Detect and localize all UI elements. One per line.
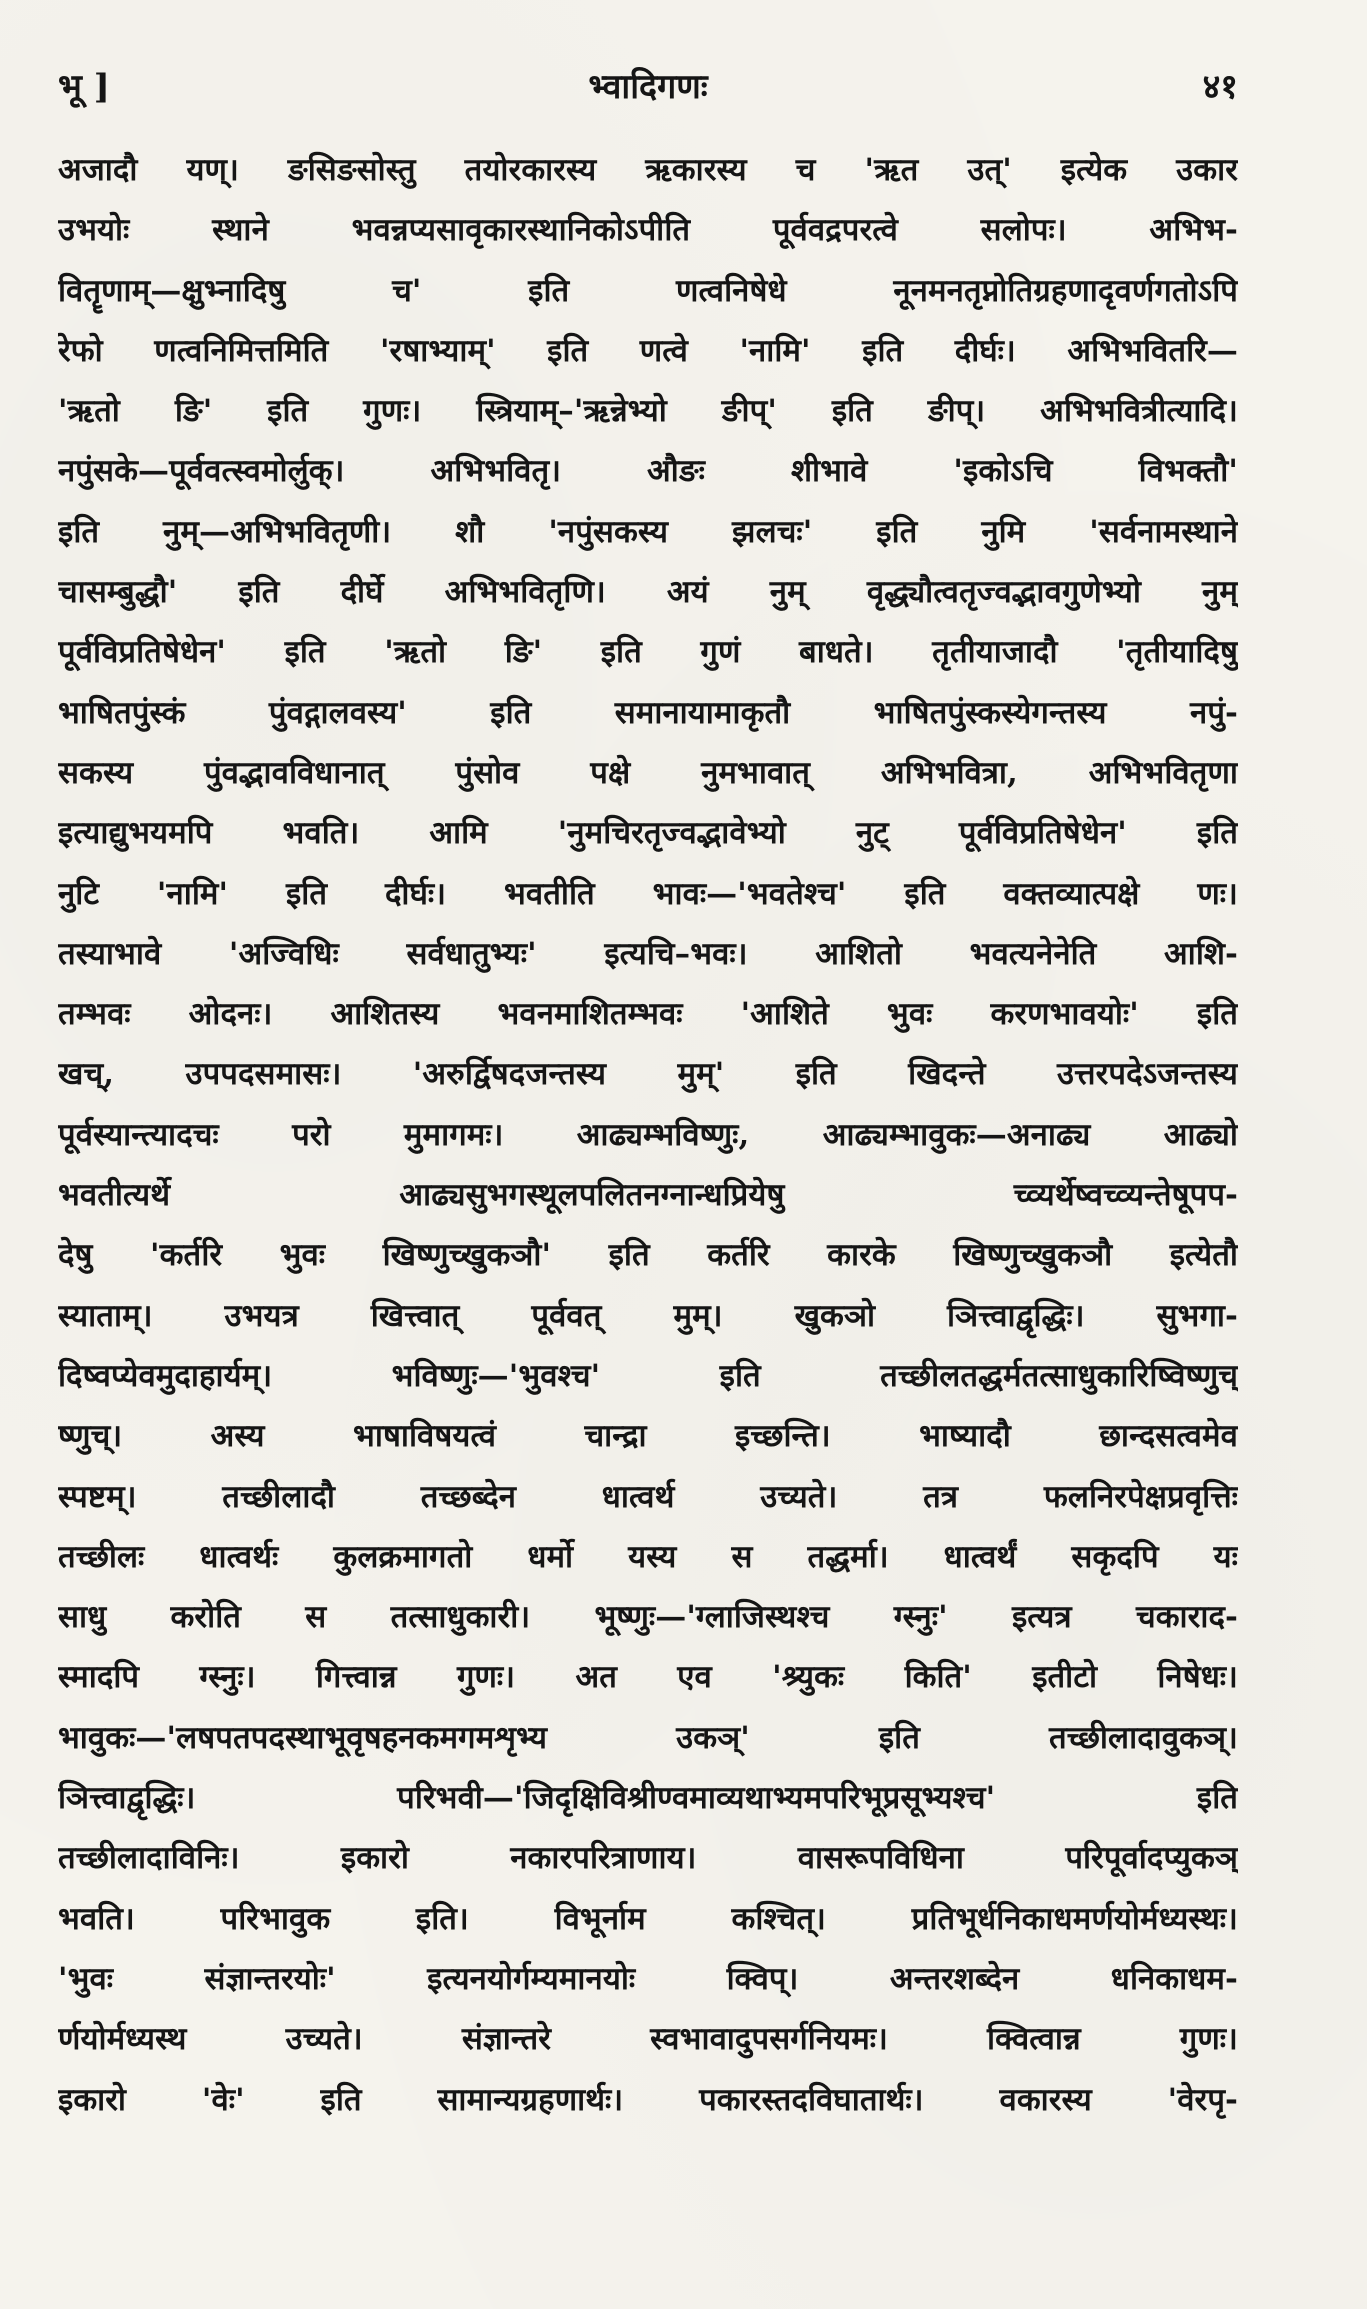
text-line: ञित्त्वाद्वृद्धिः। परिभवी—'जिदृक्षिविश्रीण्वमाव्यथाभ्यमपरिभूप्रसूभ्यश्च' इति (58, 1780, 1238, 1817)
page-number: ४१ (1202, 67, 1238, 107)
text-line: रेफो णत्वनिमित्तमिति 'रषाभ्याम्' इति णत्वे 'नामि' इति दीर्घः। अभिभवितरि— (58, 332, 1238, 369)
text-line: चासम्बुद्धौ' इति दीर्घे अभिभवितृणि। अयं नुम् वृद्ध्यौत्वतृज्वद्भावगुणेभ्यो नुम् (58, 574, 1238, 611)
text-line: उभयोः स्थाने भवन्नप्यसावृकारस्थानिकोऽपीति पूर्ववद्रपरत्वे सलोपः। अभिभ- (58, 212, 1238, 249)
text-line: तच्छीलः धात्वर्थः कुलक्रमागतो धर्मो यस्य स तद्धर्मा। धात्वर्थं सकृदपि यः (58, 1538, 1238, 1575)
text-line: वितॄणाम्—क्षुभ्नादिषु च' इति णत्वनिषेधे नूनमनतृप्नोतिग्रहणादृवर्णगतोऽपि (58, 272, 1238, 309)
text-line: भवतीत्यर्थे आढ्यसुभगस्थूलपलितनग्नान्धप्रियेषु च्व्यर्थेष्वच्व्यन्तेषूपप- (58, 1177, 1238, 1214)
text-line: पूर्वविप्रतिषेधेन' इति 'ऋतो ङि' इति गुणं बाधते। तृतीयाजादौ 'तृतीयादिषु (58, 634, 1238, 671)
running-head (58, 62, 1238, 122)
text-line: नपुंसके—पूर्ववत्स्वमोर्लुक्। अभिभवितृ। औङः शीभावे 'इकोऽचि विभक्तौ' (58, 453, 1238, 490)
text-line: नुटि 'नामि' इति दीर्घः। भवतीति भावः—'भवतेश्च' इति वक्तव्यात्पक्षे णः। (58, 875, 1238, 912)
text-line: तस्याभावे 'अज्विधिः सर्वधातुभ्यः' इत्यचि–भवः। आशितो भवत्यनेनेति आशि- (58, 935, 1238, 972)
text-line: स्मादपि ग्स्नुः। गित्त्वान्न गुणः। अत एव 'श्र्युकः किति' इतीटो निषेधः। (58, 1659, 1238, 1696)
header-title: भ्वादिगणः (588, 67, 708, 107)
text-line: स्याताम्। उभयत्र खित्त्वात् पूर्ववत् मुम्। खुकञो ञित्त्वाद्वृद्धिः। सुभगा- (58, 1297, 1238, 1334)
text-line: भाषितपुंस्कं पुंवद्गालवस्य' इति समानायामाकृतौ भाषितपुंस्कस्येगन्तस्य नपुं- (58, 694, 1238, 731)
text-line: दिष्वप्येवमुदाहार्यम्। भविष्णुः—'भुवश्च' इति तच्छीलतद्धर्मतत्साधुकारिष्विष्णुच् (58, 1357, 1238, 1394)
text-line: अजादौ यण्। ङसिङसोस्तु तयोरकारस्य ऋकारस्य च 'ऋत उत्' इत्येक उकार (58, 152, 1238, 188)
text-line: इत्याद्युभयमपि भवति। आमि 'नुमचिरतृज्वद्भावेभ्यो नुट् पूर्वविप्रतिषेधेन' इति (58, 815, 1238, 852)
text-line: सकस्य पुंवद्भावविधानात् पुंसोव पक्षे नुमभावात् अभिभवित्रा, अभिभवितृणा (58, 754, 1238, 791)
text-line: खच्, उपपदसमासः। 'अरुर्द्विषदजन्तस्य मुम्' इति खिदन्ते उत्तरपदेऽजन्तस्य (58, 1056, 1238, 1093)
text-line: भवति। परिभावुक इति। विभूर्नाम कश्चित्। प्रतिभूर्धनिकाधमर्णयोर्मध्यस्थः। (58, 1900, 1238, 1937)
body-text (58, 140, 1238, 2130)
text-line: र्णयोर्मध्यस्थ उच्यते। संज्ञान्तरे स्वभावादुपसर्गनियमः। क्वित्वान्न गुणः। (58, 2021, 1238, 2058)
text-line: स्पष्टम्। तच्छीलादौ तच्छब्देन धात्वर्थ उच्यते। तत्र फलनिरपेक्षप्रवृत्तिः (58, 1478, 1238, 1515)
text-line: 'ऋतो ङि' इति गुणः। स्त्रियाम्–'ऋन्नेभ्यो ङीप्' इति ङीप्। अभिभवित्रीत्यादि। (58, 393, 1238, 430)
header-left-mark: भू ] (58, 67, 110, 107)
text-line: तम्भवः ओदनः। आशितस्य भवनमाशितम्भवः 'आशिते भुवः करणभावयोः' इति (58, 996, 1238, 1033)
text-line: पूर्वस्यान्त्यादचः परो मुमागमः। आढ्यम्भविष्णुः, आढ्यम्भावुकः—अनाढ्य आढ्यो (58, 1116, 1238, 1153)
text-line: ष्णुच्। अस्य भाषाविषयत्वं चान्द्रा इच्छन्ति। भाष्यादौ छान्दसत्वमेव (58, 1418, 1238, 1455)
text-line: तच्छीलादाविनिः। इकारो नकारपरित्राणाय। वासरूपविधिना परिपूर्वादप्युकञ् (58, 1840, 1238, 1877)
text-line: साधु करोति स तत्साधुकारी। भूष्णुः—'ग्लाजिस्थश्च ग्स्नुः' इत्यत्र चकाराद- (58, 1599, 1238, 1636)
text-line: 'भुवः संज्ञान्तरयोः' इत्यनयोर्गम्यमानयोः क्विप्। अन्तरशब्देन धनिकाधम- (58, 1960, 1238, 1997)
text-line: देषु 'कर्तरि भुवः खिष्णुच्खुकञौ' इति कर्तरि कारके खिष्णुच्खुकञौ इत्येतौ (58, 1237, 1238, 1274)
text-line: भावुकः—'लषपतपदस्थाभूवृषहनकमगमशृभ्य उकञ्' इति तच्छीलादावुकञ्। (58, 1719, 1238, 1756)
text-line: इकारो 'वेः' इति सामान्यग्रहणार्थः। पकारस्तदविघातार्थः। वकारस्य 'वेरपृ- (58, 2081, 1238, 2118)
text-line: इति नुम्—अभिभवितृणी। शौ 'नपुंसकस्य झलचः' इति नुमि 'सर्वनामस्थाने (58, 513, 1238, 550)
